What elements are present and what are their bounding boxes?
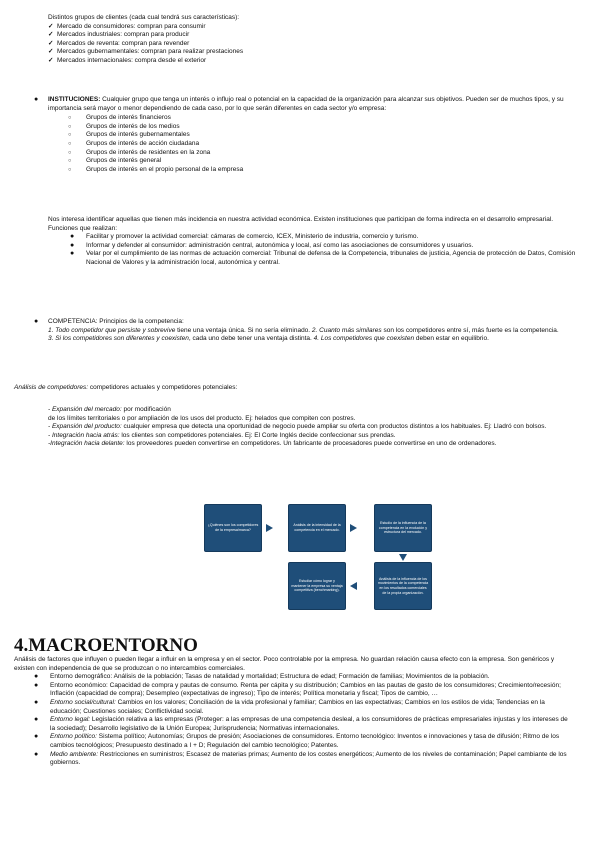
client-group-text: Mercados de reventa: compran para revender (57, 39, 190, 47)
interest-group-text: Grupos de interés en el propio personal de la empresa (86, 165, 244, 173)
bullet-icon: ● (34, 698, 39, 706)
interest-group-item (0, 140, 600, 149)
interest-group-text: Grupos de interés general (86, 157, 162, 165)
macroentorno-title: 4.MACROENTORNO (14, 635, 198, 656)
integracion-delante-text: los proveedores pueden convertirse en competidores. Un fabricante de procesadores puede convertirse en uno de ordenadores. (124, 440, 497, 448)
competencia-principles-2 (0, 335, 600, 344)
analisis-heading (0, 384, 600, 393)
instituciones-label: INSTITUCIONES: (48, 96, 101, 103)
principle-2-a: 2. Cuanto más (311, 326, 356, 334)
macroentorno-item-label: Entorno social/cultural: (50, 698, 116, 706)
institution-function-text: Facilitar y promover la actividad comercial: cámaras de comercio, ICEX, Ministerio de industria, comercio y turismo. (86, 233, 419, 241)
integracion-atras-label: - Integración hacia atrás: (48, 431, 120, 439)
interest-group-item (0, 166, 600, 175)
competitor-analysis-flowchart (200, 498, 440, 610)
bullet-icon: ● (70, 241, 75, 249)
competencia-item (0, 318, 600, 327)
circle-bullet-icon: ○ (68, 149, 72, 156)
interest-group-item (0, 114, 600, 123)
client-group-text: Mercados industriales: compran para producir (57, 31, 190, 39)
institution-function-text: Velar por el cumplimiento de las normas de actuación comercial: Tribunal de defensa de la Competencia, tribunales de justicia, Agencia de protección de Datos, Comisión Nacional de Valores y la administración local, autonómica y central. (86, 250, 576, 266)
expansion-producto (0, 423, 600, 432)
client-group-text: Mercado de consumidores: compran para consumir (57, 22, 206, 30)
bullet-icon: ● (70, 250, 75, 258)
interest-group-item (0, 157, 600, 166)
checkmark-icon: ✓ (48, 56, 54, 64)
bullet-icon: ● (34, 716, 39, 724)
instituciones-section (0, 96, 600, 174)
checkmark-icon: ✓ (48, 39, 54, 47)
principle-1-b: tiene una ventaja única. Si no sería eliminado. (175, 326, 312, 334)
interest-group-text: Grupos de interés financieros (86, 114, 171, 122)
expansion-producto-text: cualquier empresa que detecta una oportunidad de negocio puede ampliar su oferta con productos distintos a los habituales. Ej: Lladró con bolsos. (121, 423, 547, 431)
client-groups-section (0, 14, 600, 66)
principle-4-a: 4. Los competidores que (313, 335, 387, 343)
institution-function-item (0, 242, 600, 251)
macroentorno-item-text: Análisis de la población; Tasas de natalidad y mortalidad; Estructura de edad; Formación de familias; Movimientos de la población. (112, 673, 490, 681)
expansion-mercado-text: por modificación (121, 406, 171, 413)
instituciones-item (0, 96, 600, 113)
macroentorno-item (0, 751, 600, 768)
intro-text: Distintos grupos de clientes (cada cual tendrá sus características): (48, 14, 240, 21)
macroentorno-item (0, 699, 600, 716)
instituciones-text: Cualquier grupo que tenga un interés o influjo real o potencial en la capacidad de la organización para alcanzar sus objetivos. Pueden ser de muchos tipos, y su importancia será mayor o menor dependiendo de cada caso, por lo que serán diferentes en cada sector y/o empresa: (48, 96, 564, 112)
institution-function-item (0, 233, 600, 242)
macroentorno-item-label: Entorno político: (50, 733, 97, 741)
principle-4-b: deben estar en equilibrio. (414, 335, 489, 343)
flow-box-3: Estudio de la influencia de la competencia en la evolución y estructura del mercado. (374, 504, 432, 552)
macroentorno-item-text: Cambios en los valores; Conciliación de la vida profesional y familiar; Cambios en las expectativas; Cambios en los estilos de vida; Tendencias en la educación; Cuestiones sociales; Conflictividad social. (50, 698, 545, 715)
bullet-icon: ● (34, 733, 39, 741)
circle-bullet-icon: ○ (68, 123, 72, 130)
interest-group-text: Grupos de interés gubernamentales (86, 131, 190, 139)
integracion-atras-text: los clientes son competidores potenciales. Ej: El Corte Inglés decide confeccionar sus prendas. (119, 431, 396, 439)
analisis-section (0, 406, 600, 449)
flow-box-1: ¿Quiénes son los competidores de la empresa/marca? (204, 504, 262, 552)
circle-bullet-icon: ○ (68, 158, 72, 165)
analisis-label: Análisis de competidores: (14, 384, 89, 391)
flow-box-5: Estudiar cómo lograr y mantener la empresa su ventaja competitiva (benchmarking). (288, 562, 346, 610)
macroentorno-item-label: Entorno demográfico: (50, 673, 113, 681)
arrow-right-icon (266, 524, 273, 532)
arrow-right-icon (350, 524, 357, 532)
flow-box-2: Análisis de la intensidad de la competencia en el mercado. (288, 504, 346, 552)
macroentorno-item-text: Restricciones en suministros; Escasez de materias primas; Aumento de los costes energéticos; Aumento de los niveles de contaminación; Papel cambiante de los gobiernos. (50, 750, 567, 767)
client-group-item (0, 40, 600, 49)
competencia-section (0, 318, 600, 344)
circle-bullet-icon: ○ (68, 166, 72, 173)
expansion-mercado-line2: de los límites territoriales o por ampliación de los usos del producto. Ej: helados que compiten con postres. (48, 414, 356, 422)
checkmark-icon: ✓ (48, 48, 54, 56)
macroentorno-item-text: Sistema político; Autonomías; Grupos de presión; Asociaciones de consumidores. Entorno tecnológico: Inventos e innovaciones y tasa de difusión; Ritmo de los cambios tecnológicos; Presupuesto destinado a I + D; Regulación del cambio tecnológico; Patentes. (50, 733, 560, 749)
macroentorno-item-label: Medio ambiente: (50, 750, 99, 758)
circle-bullet-icon: ○ (68, 115, 72, 122)
macroentorno-section (0, 656, 600, 768)
interest-group-text: Grupos de interés de residentes en la zona (86, 148, 211, 156)
interest-group-text: Grupos de interés de acción ciudadana (86, 139, 200, 147)
client-group-item (0, 31, 600, 40)
client-group-item (0, 23, 600, 32)
analisis-rest: competidores actuales y competidores potenciales: (88, 384, 238, 391)
macroentorno-item (0, 733, 600, 750)
principle-2-em: similares (356, 326, 382, 334)
interest-group-item (0, 131, 600, 140)
macroentorno-item-label: Entorno económico: (50, 681, 108, 689)
arrow-left-icon (350, 582, 357, 590)
principle-4-em: coexisten (386, 335, 415, 343)
client-group-text: Mercados gubernamentales: compran para realizar prestaciones (57, 48, 244, 56)
competencia-title: Principios de la competencia: (97, 318, 184, 325)
bullet-icon: ● (34, 96, 39, 103)
macroentorno-item-text: Legislación relativa a las empresas (Proteger: a las empresas de una competencia desleal, a los consumidores de prácticas empresariales injustas y los intereses de la sociedad); Desarrollo legislativo de la Unión Europea; Jurisprudencia; Normativas internacionales. (50, 716, 568, 732)
principle-3-b: , cada uno debe tener una ventaja distinta. (188, 335, 314, 343)
expansion-mercado-label: - Expansión del mercado: (48, 406, 122, 413)
expansion-mercado (0, 406, 600, 415)
arrow-down-icon (399, 554, 407, 561)
bullet-icon: ● (34, 681, 39, 689)
integracion-atras (0, 432, 600, 441)
client-group-text: Mercados internacionales: compra desde el exterior (57, 56, 207, 64)
client-group-item (0, 48, 600, 57)
macroentorno-intro: Análisis de factores que influyen o pueden llegar a influir en la empresa y en el sector. Poco controlable por la empresa. No guardan relación causa efecto con la empresa. Son genéricos y existen con independencia de que se produzcan o no intercambios comerciales. (14, 656, 555, 672)
client-group-item (0, 57, 600, 66)
bullet-icon: ● (34, 673, 39, 681)
expansion-producto-label: - Expansión del producto: (48, 423, 122, 431)
institution-function-text: Informar y defender al consumidor: administración central, autonómica y local, así como las asociaciones de consumidores y usuarios. (86, 241, 474, 249)
principle-3-a: 3. Si los competidores son (48, 335, 127, 343)
principle-1-em: persiste y sobrevive (117, 326, 176, 334)
competencia-label: COMPETENCIA: (48, 318, 98, 325)
macroentorno-item (0, 673, 600, 682)
macroentorno-item-text: Capacidad de compra y pautas de consumo. Renta per cápita y su distribución; Cambios en las pautas de gasto de los consumidores; Crecimiento/recesión; Inflación (capacidad de compra); Desempleo (expectativas de ingreso); Tipo de interés; Política monetaria y fiscal; Tipos de cambio, … (50, 681, 561, 698)
competencia-principles-1 (0, 327, 600, 336)
institution-function-item (0, 250, 600, 267)
bullet-icon: ● (70, 233, 75, 241)
interest-group-item (0, 149, 600, 158)
macroentorno-item (0, 716, 600, 733)
checkmark-icon: ✓ (48, 31, 54, 39)
circle-bullet-icon: ○ (68, 132, 72, 139)
principle-1-a: 1. Todo competidor que (48, 326, 118, 334)
macroentorno-item-label: Entorno legal: (50, 716, 91, 724)
bullet-icon: ● (34, 318, 39, 325)
integracion-delante (0, 440, 600, 449)
bullet-icon: ● (34, 750, 39, 758)
interest-group-item (0, 123, 600, 132)
principle-3-em: diferentes y coexisten (126, 335, 189, 343)
flow-box-4: Análisis de la influencia de los movimientos de la competencia en los resultados comerciales de la propia organización. (374, 562, 432, 610)
integracion-delante-label: -Integración hacia delante: (48, 440, 125, 448)
circle-bullet-icon: ○ (68, 140, 72, 147)
principle-2-b: son los competidores entre sí, más fuerte es la competencia. (381, 326, 559, 334)
instituciones-note-section (0, 216, 600, 268)
macroentorno-item (0, 682, 600, 699)
interest-group-text: Grupos de interés de los medios (86, 122, 180, 130)
checkmark-icon: ✓ (48, 22, 54, 30)
instituciones-note: Nos interesa identificar aquellas que tienen más incidencia en nuestra actividad económica. Existen instituciones que participan de forma indirecta en el desarrollo empresarial. Funciones que realizan: (48, 216, 554, 232)
